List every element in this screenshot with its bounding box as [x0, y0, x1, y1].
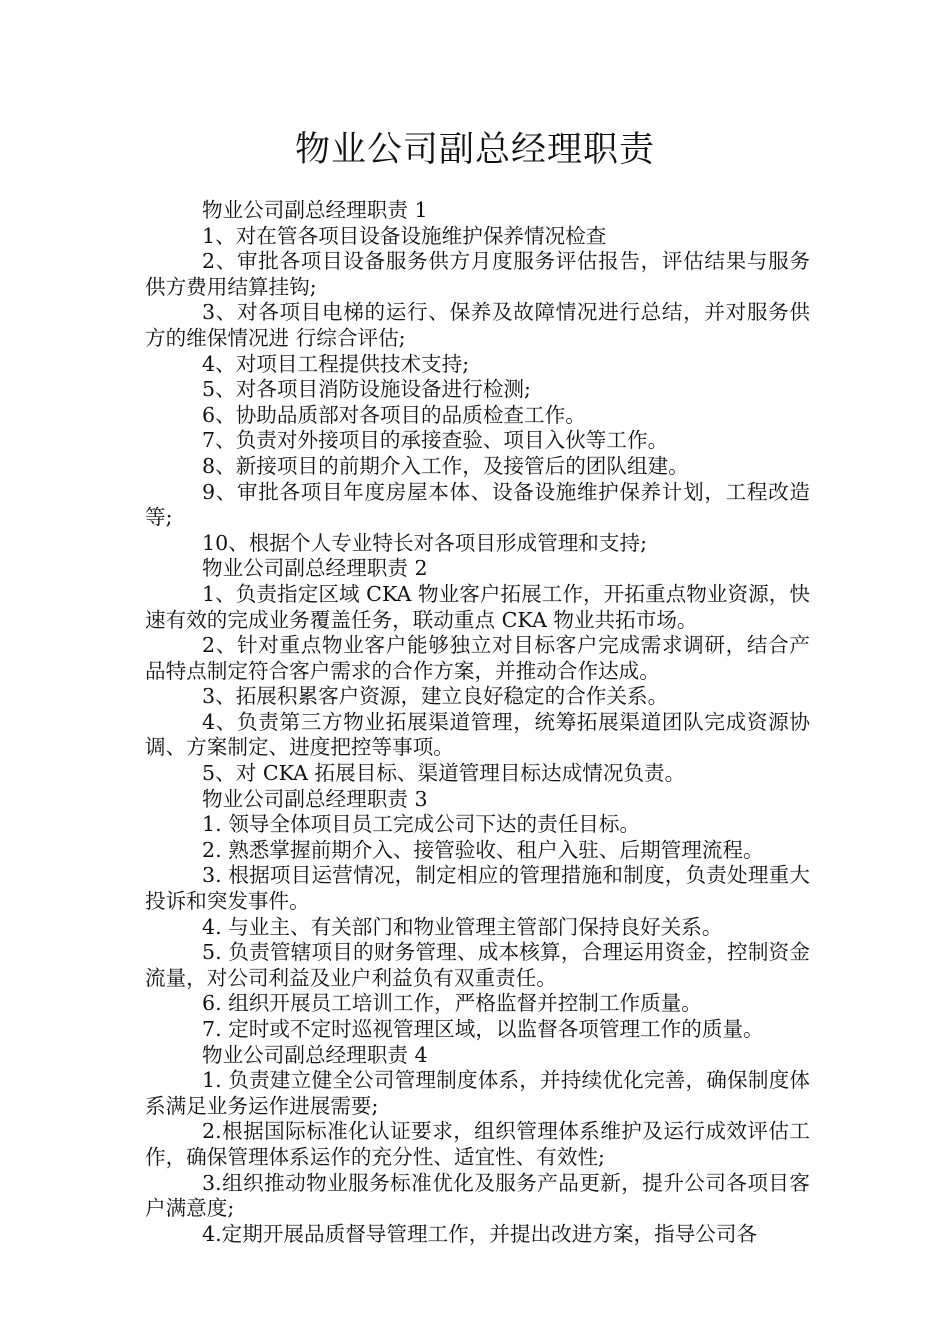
list-item: 2、针对重点物业客户能够独立对目标客户完成需求调研，结合产品特点制定符合客户需求的合作方案，并推动合作达成。	[145, 633, 810, 683]
list-item: 3、对各项目电梯的运行、保养及故障情况进行总结，并对服务供方的维保情况进 行综合评估;	[145, 300, 810, 350]
list-item: 7、负责对外接项目的承接查验、项目入伙等工作。	[202, 428, 669, 453]
page-title: 物业公司副总经理职责	[294, 130, 655, 170]
list-item: 3、拓展积累客户资源，建立良好稳定的合作关系。	[202, 684, 669, 709]
list-item: 5. 负责管辖项目的财务管理、成本核算，合理运用资金，控制资金流量，对公司利益及业户利益负有双重责任。	[145, 940, 810, 990]
list-item: 5、对 CKA 拓展目标、渠道管理目标达成情况负责。	[202, 761, 686, 786]
list-item: 4、对项目工程提供技术支持;	[202, 351, 470, 376]
list-item: 4. 与业主、有关部门和物业管理主管部门保持良好关系。	[202, 914, 723, 939]
document-body	[145, 198, 810, 1247]
list-item: 1. 负责建立健全公司管理制度体系，并持续优化完善，确保制度体系满足业务运作进展需要;	[145, 1068, 810, 1118]
list-item: 10、根据个人专业特长对各项目形成管理和支持;	[202, 530, 648, 555]
list-item: 6. 组织开展员工培训工作，严格监督并控制工作质量。	[202, 991, 702, 1016]
section-heading: 物业公司副总经理职责 3	[202, 786, 428, 811]
list-item: 1、对在管各项目设备设施维护保养情况检查	[202, 223, 607, 248]
list-item: 1、负责指定区域 CKA 物业客户拓展工作，开拓重点物业资源，快速有效的完成业务覆盖任务，联动重点 CKA 物业共拓市场。	[145, 581, 810, 632]
list-item: 6、协助品质部对各项目的品质检查工作。	[202, 402, 586, 427]
list-item: 9、审批各项目年度房屋本体、设备设施维护保养计划，工程改造等;	[145, 479, 810, 530]
list-item: 2、审批各项目设备服务供方月度服务评估报告，评估结果与服务供方费用结算挂钩;	[145, 249, 810, 299]
list-item: 2.根据国际标准化认证要求，组织管理体系维护及运行成效评估工作，确保管理体系运作的充分性、适宜性、有效性;	[145, 1119, 810, 1169]
section-heading: 物业公司副总经理职责 1	[202, 198, 428, 222]
list-item: 1. 领导全体项目员工完成公司下达的责任目标。	[202, 812, 641, 837]
list-item: 3. 根据项目运营情况，制定相应的管理措施和制度，负责处理重大投诉和突发事件。	[145, 863, 810, 914]
list-item: 7. 定时或不定时巡视管理区域，以监督各项管理工作的质量。	[202, 1017, 764, 1041]
list-item: 2. 熟悉掌握前期介入、接管验收、租户入驻、后期管理流程。	[202, 837, 764, 862]
list-item: 8、新接项目的前期介入工作，及接管后的团队组建。	[202, 453, 689, 478]
section-heading: 物业公司副总经理职责 2	[202, 556, 428, 581]
list-item: 4.定期开展品质督导管理工作，并提出改进方案，指导公司各	[202, 1221, 758, 1246]
section-heading: 物业公司副总经理职责 4	[202, 1042, 428, 1067]
list-item: 4、负责第三方物业拓展渠道管理，统筹拓展渠道团队完成资源协调、方案制定、进度把控等事项。	[145, 709, 810, 760]
list-item: 3.组织推动物业服务标准优化及服务产品更新，提升公司各项目客户满意度;	[145, 1170, 810, 1221]
list-item: 5、对各项目消防设施设备进行检测;	[202, 377, 531, 402]
